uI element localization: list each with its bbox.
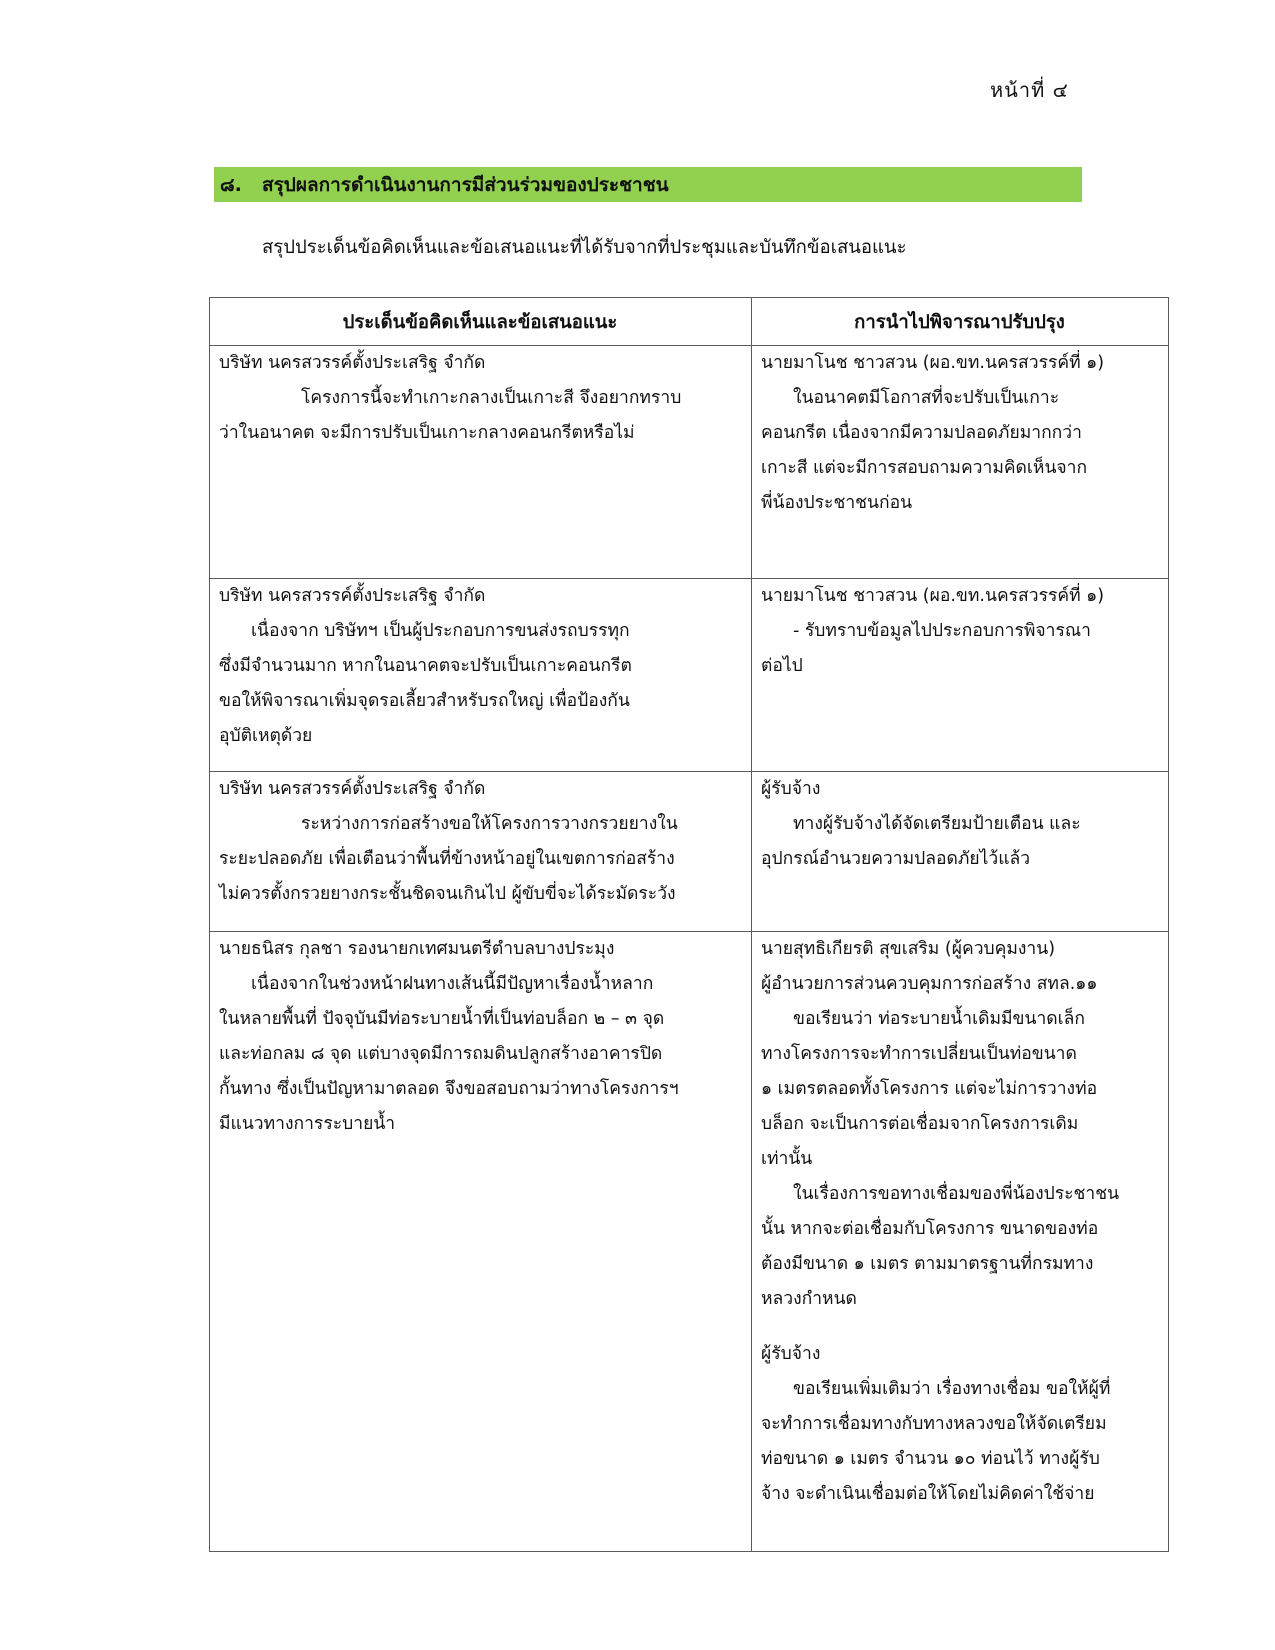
response-line: ขอเรียนว่า ท่อระบายน้ำเดิมมีขนาดเล็ก [793, 1009, 1085, 1029]
response-line: พี่น้องประชาชนก่อน [761, 493, 913, 513]
section-title: สรุปผลการดำเนินงานการมีส่วนร่วมของประชาชน [262, 173, 669, 196]
response-line: ต่อไป [761, 656, 803, 676]
response-speaker: นายมาโนช ชาวสวน (ผอ.ขท.นครสวรรค์ที่ ๑) [761, 586, 1105, 606]
issue-cell [210, 579, 752, 772]
response-speaker-title: ผู้อำนวยการส่วนควบคุมการก่อสร้าง สทล.๑๑ [761, 974, 1098, 994]
response-line: จะทำการเชื่อมทางกับทางหลวงขอให้จัดเตรียม [761, 1414, 1107, 1434]
issue-line: ระยะปลอดภัย เพื่อเตือนว่าพื้นที่ข้างหน้าอยู่ในเขตการก่อสร้าง [219, 849, 675, 869]
response-cell [752, 932, 1169, 1552]
header-responses: การนำไปพิจารณาปรับปรุง [752, 298, 1169, 346]
issue-line: ไม่ควรตั้งกรวยยางกระชั้นชิดจนเกินไป ผู้ขับขี่จะได้ระมัดระวัง [219, 884, 676, 904]
page-number: หน้าที่ ๔ [990, 78, 1069, 102]
response-line: คอนกรีต เนื่องจากมีความปลอดภัยมากกว่า [761, 423, 1082, 443]
response-speaker: ผู้รับจ้าง [761, 779, 821, 799]
issue-line: ระหว่างการก่อสร้างขอให้โครงการวางกรวยยางใน [301, 814, 678, 834]
response-speaker: นายสุทธิเกียรติ สุขเสริม (ผู้ควบคุมงาน) [761, 939, 1056, 959]
response-line: ท่อขนาด ๑ เมตร จำนวน ๑๐ ท่อนไว้ ทางผู้รับ [761, 1449, 1100, 1469]
response-line: จ้าง จะดำเนินเชื่อมต่อให้โดยไม่คิดค่าใช้จ่าย [761, 1484, 1095, 1504]
response-line: ๑ เมตรตลอดทั้งโครงการ แต่จะไม่การวางท่อ [761, 1079, 1098, 1099]
response-line: ทางโครงการจะทำการเปลี่ยนเป็นท่อขนาด [761, 1044, 1077, 1064]
response-cell [752, 346, 1169, 579]
response-cell [752, 579, 1169, 772]
issue-line: ขอให้พิจารณาเพิ่มจุดรอเลี้ยวสำหรับรถใหญ่ เพื่อป้องกัน [219, 691, 630, 711]
response-line: ต้องมีขนาด ๑ เมตร ตามมาตรฐานที่กรมทาง [761, 1254, 1094, 1274]
intro-text: สรุปประเด็นข้อคิดเห็นและข้อเสนอแนะที่ได้รับจากที่ประชุมและบันทึกข้อเสนอแนะ [262, 237, 907, 258]
response-line: หลวงกำหนด [761, 1289, 857, 1309]
response-line: ทางผู้รับจ้างได้จัดเตรียมป้ายเตือน และ [793, 814, 1081, 834]
issue-line: อุบัติเหตุด้วย [219, 726, 313, 746]
issue-cell [210, 346, 752, 579]
issue-speaker: นายธนิสร กุลชา รองนายกเทศมนตรีตำบลบางประมุง [219, 939, 615, 959]
response-line: ขอเรียนเพิ่มเติมว่า เรื่องทางเชื่อม ขอให้ผู้ที่ [793, 1379, 1111, 1399]
comments-table [209, 297, 1169, 1552]
response-line: ในอนาคตมีโอกาสที่จะปรับเป็นเกาะ [793, 388, 1060, 408]
issue-line: โครงการนี้จะทำเกาะกลางเป็นเกาะสี จึงอยากทราบ [301, 388, 682, 408]
issue-speaker: บริษัท นครสวรรค์ตั้งประเสริฐ จำกัด [219, 353, 486, 373]
response-cell [752, 772, 1169, 932]
issue-speaker: บริษัท นครสวรรค์ตั้งประเสริฐ จำกัด [219, 779, 486, 799]
paragraph-gap [761, 1317, 1158, 1337]
section-heading [214, 167, 1082, 202]
table-row [210, 932, 1169, 1552]
response-line: เท่านั้น [761, 1149, 813, 1169]
issue-speaker: บริษัท นครสวรรค์ตั้งประเสริฐ จำกัด [219, 586, 486, 606]
response-line: อุปกรณ์อำนวยความปลอดภัยไว้แล้ว [761, 849, 1031, 869]
header-issues: ประเด็นข้อคิดเห็นและข้อเสนอแนะ [210, 298, 752, 346]
issue-cell [210, 932, 752, 1552]
table-header-row [210, 298, 1169, 346]
section-number: ๘. [220, 173, 242, 196]
table-row [210, 579, 1169, 772]
issue-cell [210, 772, 752, 932]
response-line: นั้น หากจะต่อเชื่อมกับโครงการ ขนาดของท่อ [761, 1219, 1099, 1239]
response-speaker: ผู้รับจ้าง [761, 1344, 821, 1364]
response-line: ในเรื่องการขอทางเชื่อมของพี่น้องประชาชน [793, 1184, 1120, 1204]
table-row [210, 772, 1169, 932]
issue-line: ซึ่งมีจำนวนมาก หากในอนาคตจะปรับเป็นเกาะคอนกรีต [219, 656, 632, 676]
issue-line: และท่อกลม ๘ จุด แต่บางจุดมีการถมดินปลูกสร้างอาคารปิด [219, 1044, 663, 1064]
issue-line: ในหลายพื้นที่ ปัจจุบันมีท่อระบายน้ำที่เป็นท่อบล็อก ๒ – ๓ จุด [219, 1009, 665, 1029]
issue-line: เนื่องจากในช่วงหน้าฝนทางเส้นนี้มีปัญหาเรื่องน้ำหลาก [251, 974, 654, 994]
issue-line: ว่าในอนาคต จะมีการปรับเป็นเกาะกลางคอนกรีตหรือไม่ [219, 423, 635, 443]
issue-line: เนื่องจาก บริษัทฯ เป็นผู้ประกอบการขนส่งรถบรรทุก [251, 621, 630, 641]
response-speaker: นายมาโนช ชาวสวน (ผอ.ขท.นครสวรรค์ที่ ๑) [761, 353, 1105, 373]
table-row [210, 346, 1169, 579]
issue-line: กั้นทาง ซึ่งเป็นปัญหามาตลอด จึงขอสอบถามว่าทางโครงการฯ [219, 1079, 679, 1099]
response-line: บล็อก จะเป็นการต่อเชื่อมจากโครงการเดิม [761, 1114, 1079, 1134]
response-line: เกาะสี แต่จะมีการสอบถามความคิดเห็นจาก [761, 458, 1088, 478]
issue-line: มีแนวทางการระบายน้ำ [219, 1114, 396, 1134]
response-line: - รับทราบข้อมูลไปประกอบการพิจารณา [793, 621, 1091, 641]
